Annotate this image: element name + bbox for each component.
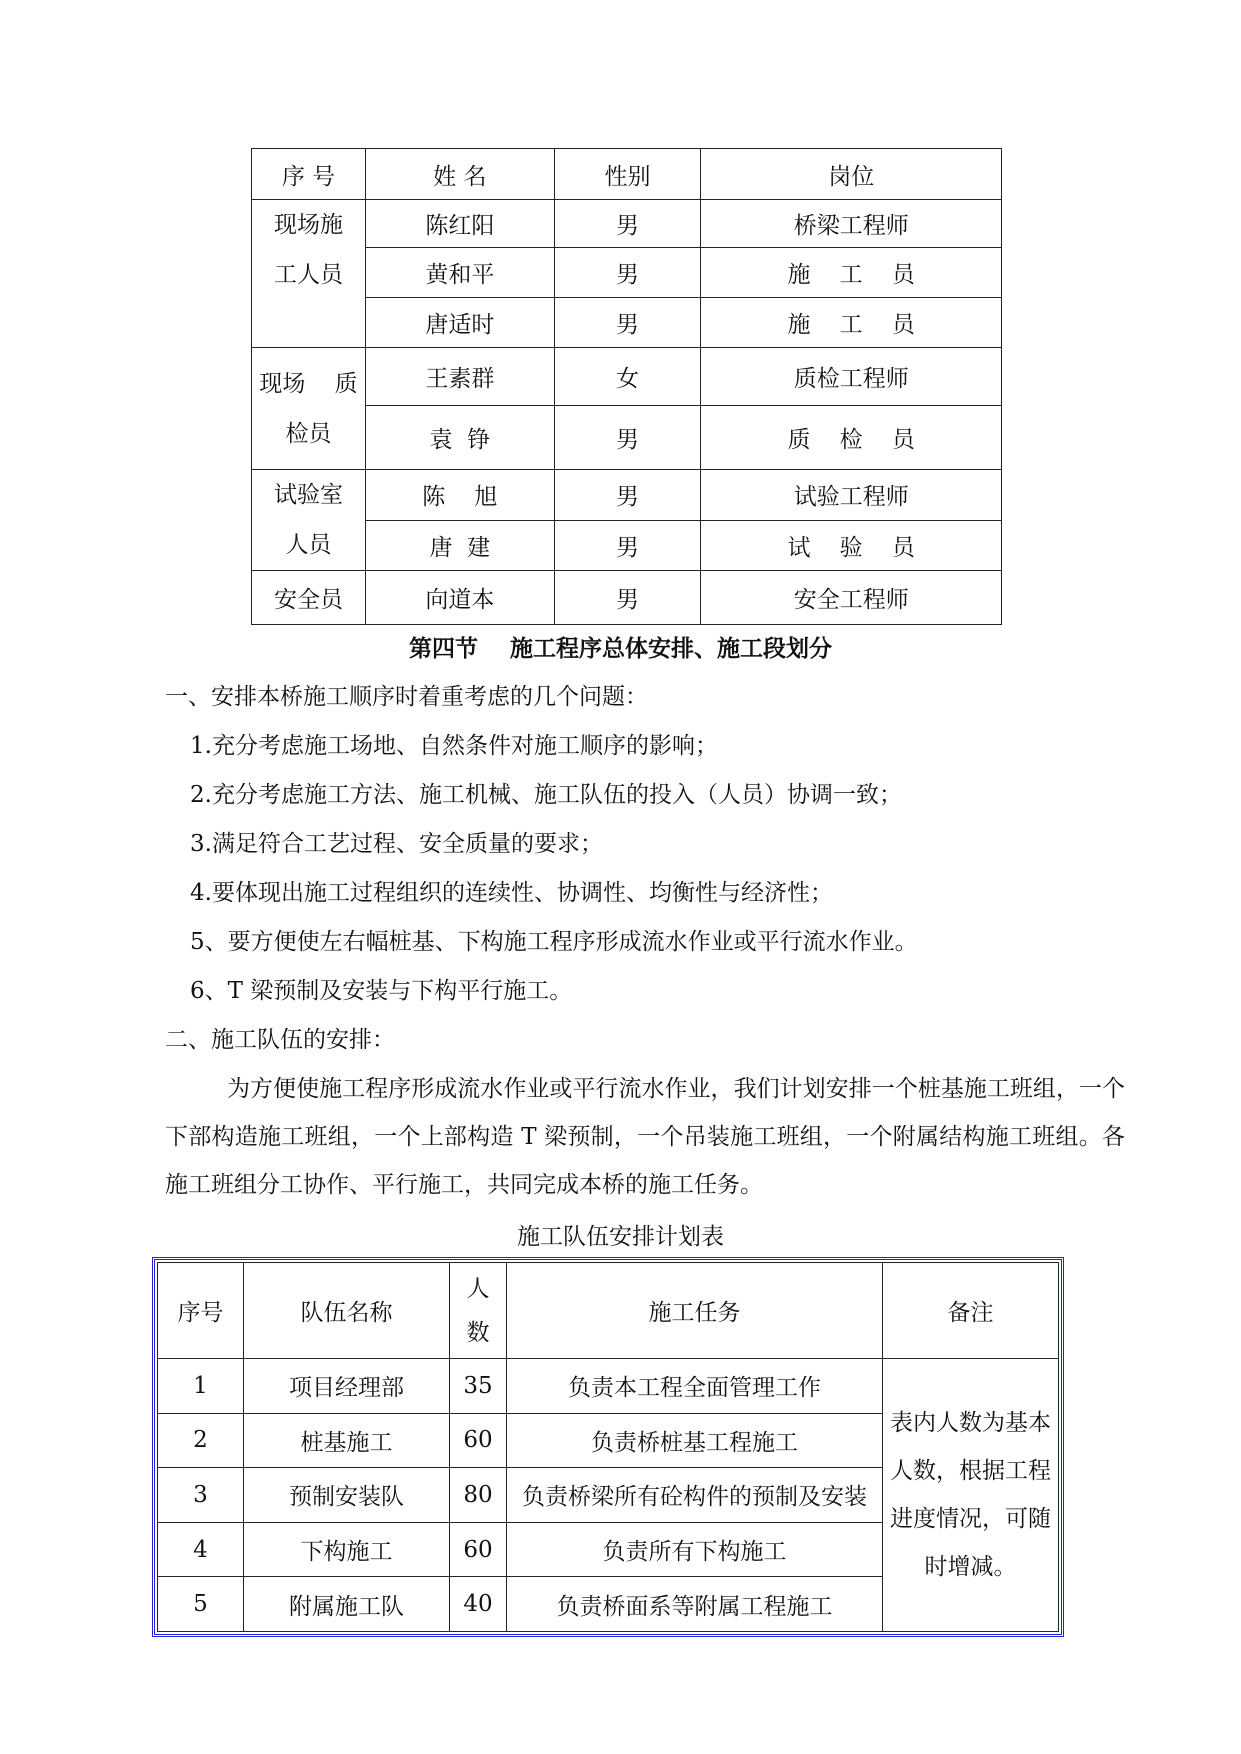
group-label <box>252 348 366 470</box>
staff-gender: 男 <box>554 406 701 470</box>
team-header-count-line: 数 <box>466 1319 490 1346</box>
staff-post: 施 工 员 <box>701 248 1002 298</box>
staff-name: 陈 旭 <box>365 470 554 521</box>
team-name: 预制安装队 <box>244 1468 450 1523</box>
staff-name: 陈红阳 <box>365 200 554 248</box>
staff-gender: 男 <box>554 470 701 521</box>
part1-item: 1.充分考虑施工场地、自然条件对施工顺序的影响； <box>190 733 718 759</box>
part1-heading: 一、安排本桥施工顺序时着重考虑的几个问题： <box>165 684 648 710</box>
staff-post: 试 验 员 <box>701 520 1002 571</box>
group-label-line: 工人员 <box>273 262 343 288</box>
staff-gender: 男 <box>554 248 701 298</box>
team-header-count-line: 人 <box>466 1275 490 1302</box>
team-header-task: 施工任务 <box>507 1263 883 1359</box>
staff-gender: 男 <box>554 520 701 571</box>
staff-post: 安全工程师 <box>701 571 1002 625</box>
group-label-line: 试验室 <box>273 482 343 508</box>
team-count: 40 <box>450 1577 507 1632</box>
staff-post: 试验工程师 <box>701 470 1002 521</box>
team-header-note: 备注 <box>883 1263 1059 1359</box>
group-label <box>252 470 366 571</box>
staff-name: 王素群 <box>365 348 554 406</box>
team-task: 负责桥面系等附属工程施工 <box>507 1577 883 1632</box>
team-no: 4 <box>158 1522 244 1577</box>
team-task: 负责所有下构施工 <box>507 1522 883 1577</box>
section-title: 第四节 施工程序总体安排、施工段划分 <box>408 636 833 662</box>
team-header-row <box>158 1263 1059 1359</box>
staff-name: 袁 铮 <box>365 406 554 470</box>
team-name: 下构施工 <box>244 1522 450 1577</box>
team-name: 项目经理部 <box>244 1359 450 1414</box>
staff-post: 质 检 员 <box>701 406 1002 470</box>
part2-paragraph-text: 为方便使施工程序形成流水作业或平行流水作业，我们计划安排一个桩基施工班组，一个下部构造施工班组，一个上部构造 T 梁预制，一个吊装施工班组，一个附属结构施工班组。各施工班组分工协作、平行施工，共同完成本桥的施工任务。 <box>165 1076 1125 1198</box>
header-post: 岗位 <box>701 149 1002 200</box>
staff-row <box>252 470 1002 521</box>
part1-item: 5、要方便使左右幅桩基、下构施工程序形成流水作业或平行流水作业。 <box>190 929 918 955</box>
team-task: 负责桥桩基工程施工 <box>507 1413 883 1468</box>
staff-name: 向道本 <box>365 571 554 625</box>
part1-item: 2.充分考虑施工方法、施工机械、施工队伍的投入（人员）协调一致； <box>190 782 902 808</box>
part1-item: 4.要体现出施工过程组织的连续性、协调性、均衡性与经济性； <box>190 880 833 906</box>
staff-gender: 男 <box>554 298 701 348</box>
team-row <box>158 1359 1059 1414</box>
staff-gender: 男 <box>554 571 701 625</box>
team-task: 负责本工程全面管理工作 <box>507 1359 883 1414</box>
team-count: 35 <box>450 1359 507 1414</box>
staff-post: 桥梁工程师 <box>701 200 1002 248</box>
part2-heading: 二、施工队伍的安排： <box>165 1027 395 1053</box>
part1-item: 3.满足符合工艺过程、安全质量的要求； <box>190 831 603 857</box>
team-count: 60 <box>450 1522 507 1577</box>
staff-post: 质检工程师 <box>701 348 1002 406</box>
group-label-line: 现场 质 <box>259 370 358 397</box>
part2-paragraph <box>165 1065 1125 1209</box>
staff-row <box>252 200 1002 248</box>
staff-row <box>252 348 1002 406</box>
header-name: 姓 名 <box>365 149 554 200</box>
team-table <box>157 1262 1059 1632</box>
staff-header-row <box>252 149 1002 200</box>
staff-gender: 男 <box>554 200 701 248</box>
group-label <box>252 200 366 348</box>
team-count: 60 <box>450 1413 507 1468</box>
staff-name: 唐 建 <box>365 520 554 571</box>
group-label-line: 检员 <box>285 420 332 447</box>
team-name: 桩基施工 <box>244 1413 450 1468</box>
team-no: 1 <box>158 1359 244 1414</box>
header-no: 序 号 <box>252 149 366 200</box>
staff-table <box>251 148 1002 625</box>
team-table-caption: 施工队伍安排计划表 <box>517 1224 724 1250</box>
team-table-frame <box>152 1257 1064 1637</box>
staff-row <box>252 571 1002 625</box>
staff-name: 黄和平 <box>365 248 554 298</box>
team-no: 5 <box>158 1577 244 1632</box>
team-header-no: 序号 <box>158 1263 244 1359</box>
team-name: 附属施工队 <box>244 1577 450 1632</box>
group-label: 安全员 <box>252 571 366 625</box>
team-no: 3 <box>158 1468 244 1523</box>
team-header-count <box>450 1263 507 1359</box>
team-header-team: 队伍名称 <box>244 1263 450 1359</box>
team-task: 负责桥梁所有砼构件的预制及安装 <box>507 1468 883 1523</box>
header-gender: 性别 <box>554 149 701 200</box>
team-note: 表内人数为基本人数，根据工程进度情况，可随时增减。 <box>883 1359 1059 1632</box>
staff-post: 施 工 员 <box>701 298 1002 348</box>
team-no: 2 <box>158 1413 244 1468</box>
team-count: 80 <box>450 1468 507 1523</box>
part1-item: 6、T 梁预制及安装与下构平行施工。 <box>190 978 573 1004</box>
staff-name: 唐适时 <box>365 298 554 348</box>
group-label-line: 现场施 <box>273 212 343 238</box>
staff-gender: 女 <box>554 348 701 406</box>
group-label-line: 人员 <box>285 532 332 558</box>
